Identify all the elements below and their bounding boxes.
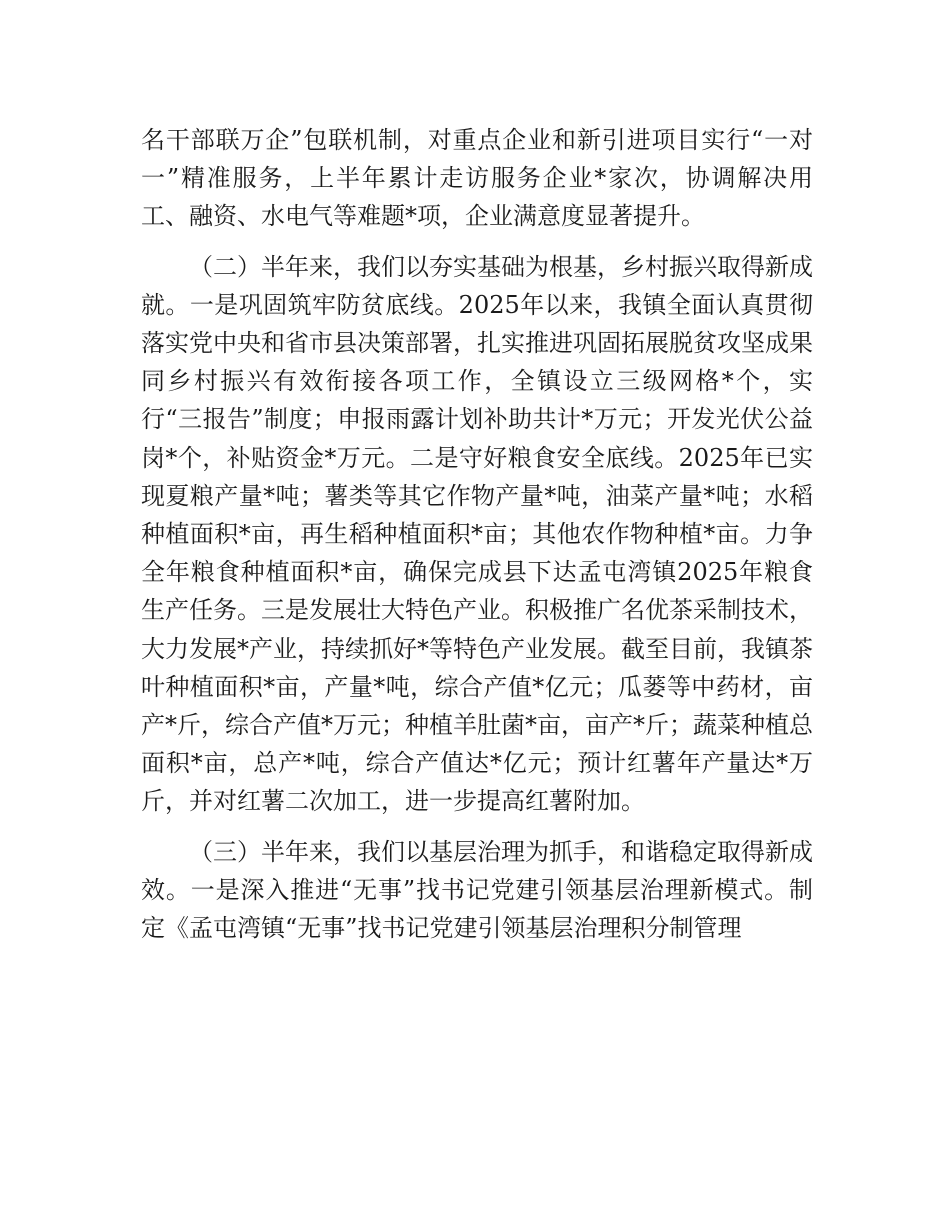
document-body: [141, 121, 813, 959]
paragraph-rural-revitalization: （二）半年来，我们以夯实基础为根基，乡村振兴取得新成就。一是巩固筑牢防贫底线。2025年以来，我镇全面认真贯彻落实党中央和省市县决策部署，扎实推进巩固拓展脱贫攻坚成果同乡村振兴有效衔接各项工作，全镇设立三级网格*个，实行“三报告”制度；申报雨露计划补助共计*万元；开发光伏公益岗*个，补贴资金*万元。二是守好粮食安全底线。2025年已实现夏粮产量*吨；薯类等其它作物产量*吨，油菜产量*吨；水稻种植面积*亩，再生稻种植面积*亩；其他农作物种植*亩。力争全年粮食种植面积*亩，确保完成县下达孟屯湾镇2025年粮食生产任务。三是发展壮大特色产业。积极推广名优茶采制技术，大力发展*产业，持续抓好*等特色产业发展。截至目前，我镇茶叶种植面积*亩，产量*吨，综合产值*亿元；瓜蒌等中药材，亩产*斤，综合产值*万元；种植羊肚菌*亩，亩产*斤；蔬菜种植总面积*亩，总产*吨，综合产值达*亿元；预计红薯年产量达*万斤，并对红薯二次加工，进一步提高红薯附加。: [141, 252, 813, 816]
paragraph-grassroots-governance: （三）半年来，我们以基层治理为抓手，和谐稳定取得新成效。一是深入推进“无事”找书记党建引领基层治理新模式。制定《孟屯湾镇“无事”找书记党建引领基层治理积分制管理: [141, 837, 813, 943]
paragraph-continuation: 名干部联万企”包联机制，对重点企业和新引进项目实行“一对一”精准服务，上半年累计走访服务企业*家次，协调解决用工、融资、水电气等难题*项，企业满意度显著提升。: [141, 126, 813, 231]
